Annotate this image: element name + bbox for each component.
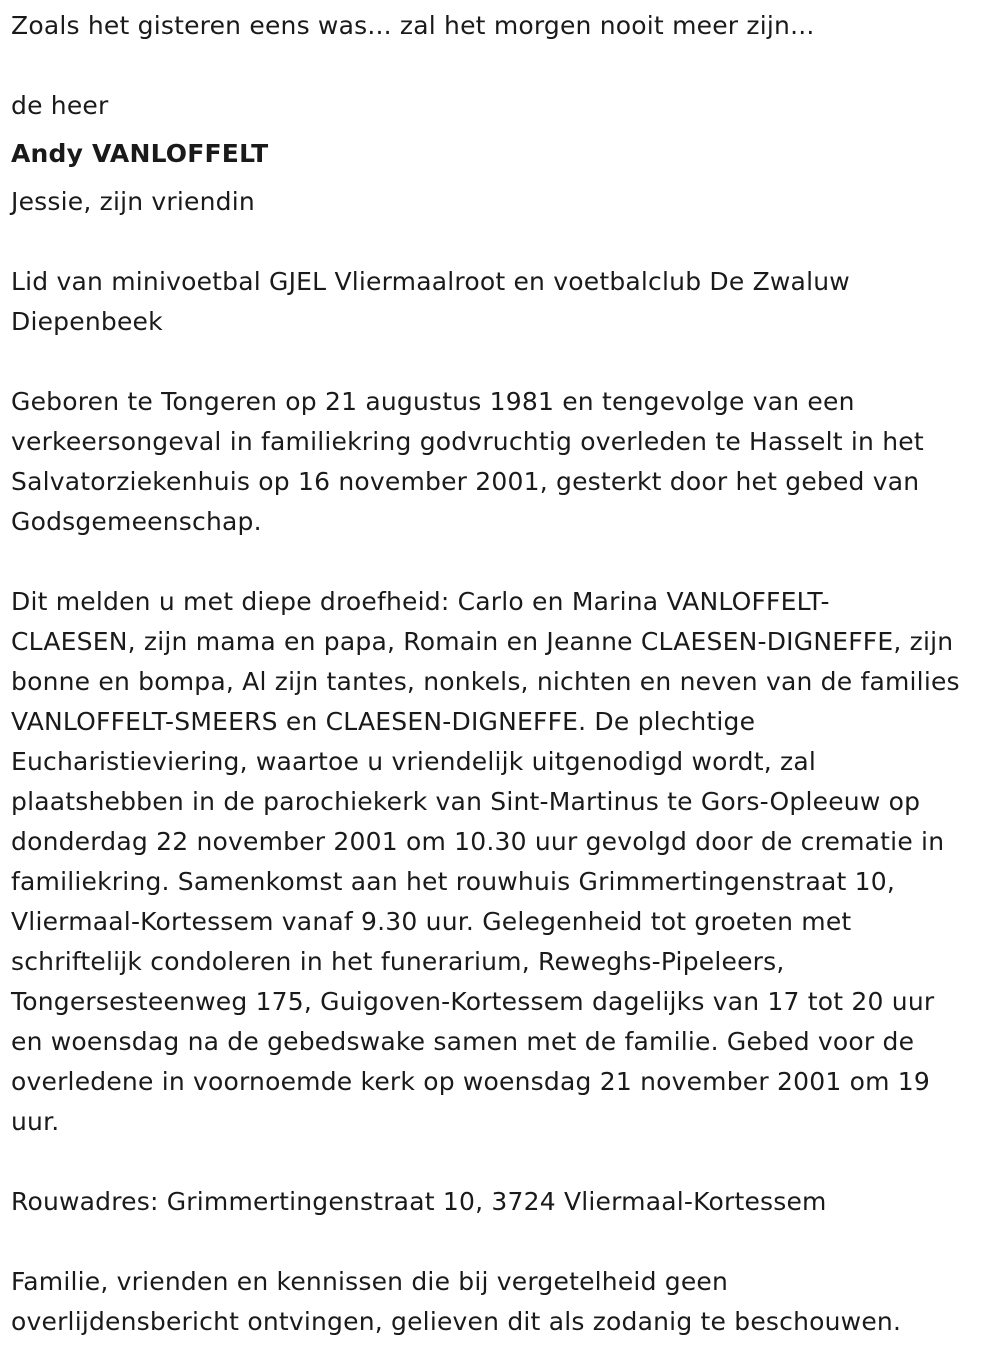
announcement-line: uur. [11,1107,60,1136]
announcement-line: plaatshebben in de parochiekerk van Sint-Martinus te Gors-Opleeuw op [11,787,921,816]
announcement-line: Eucharistieviering, waartoe u vriendelijk uitgenodigd wordt, zal [11,747,817,776]
announcement-paragraph [11,582,990,1142]
closing-line: Familie, vrienden en kennissen die bij vergetelheid geen [11,1267,729,1296]
closing-line: overlijdensbericht ontvingen, gelieven dit als zodanig te beschouwen. [11,1307,902,1336]
mourning-address: Rouwadres: Grimmertingenstraat 10, 3724 Vliermaal-Kortessem [11,1187,827,1216]
membership-paragraph [11,262,990,342]
announcement-line: VANLOFFELT-SMEERS en CLAESEN-DIGNEFFE. De plechtige [11,707,756,736]
obituary-document [0,6,1000,1364]
deceased-name: Andy VANLOFFELT [11,139,269,168]
membership-line: Lid van minivoetbal GJEL Vliermaalroot en voetbalclub De Zwaluw [11,267,850,296]
birth-death-line: Salvatorziekenhuis op 16 november 2001, gesterkt door het gebed van [11,467,920,496]
announcement-line: en woensdag na de gebedswake samen met de familie. Gebed voor de [11,1027,915,1056]
announcement-line: Dit melden u met diepe droefheid: Carlo en Marina VANLOFFELT- [11,587,830,616]
motto: Zoals het gisteren eens was... zal het morgen nooit meer zijn... [11,11,815,40]
announcement-line: Vliermaal-Kortessem vanaf 9.30 uur. Gelegenheid tot groeten met [11,907,852,936]
announcement-line: bonne en bompa, Al zijn tantes, nonkels, nichten en neven van de families [11,667,960,696]
birth-death-line: Godsgemeenschap. [11,507,262,536]
spacer [11,342,990,382]
spacer [11,46,990,86]
partner-line: Jessie, zijn vriendin [11,187,255,216]
spacer [11,1142,990,1182]
birth-death-line: Geboren te Tongeren op 21 augustus 1981 en tengevolge van een [11,387,855,416]
closing-paragraph [11,1262,990,1342]
spacer [11,222,990,262]
spacer [11,1222,990,1262]
announcement-line: Tongersesteenweg 175, Guigoven-Kortessem dagelijks van 17 tot 20 uur [11,987,935,1016]
birth-death-line: verkeersongeval in familiekring godvruchtig overleden te Hasselt in het [11,427,924,456]
birth-death-paragraph [11,382,990,542]
announcement-line: overledene in voornoemde kerk op woensdag 21 november 2001 om 19 [11,1067,930,1096]
announcement-line: familiekring. Samenkomst aan het rouwhuis Grimmertingenstraat 10, [11,867,896,896]
announcement-line: CLAESEN, zijn mama en papa, Romain en Jeanne CLAESEN-DIGNEFFE, zijn [11,627,954,656]
salutation: de heer [11,91,109,120]
spacer [11,126,990,134]
membership-line: Diepenbeek [11,307,163,336]
spacer [11,174,990,182]
announcement-line: donderdag 22 november 2001 om 10.30 uur gevolgd door de crematie in [11,827,945,856]
announcement-line: schriftelijk condoleren in het funerarium, Reweghs-Pipeleers, [11,947,785,976]
spacer [11,542,990,582]
